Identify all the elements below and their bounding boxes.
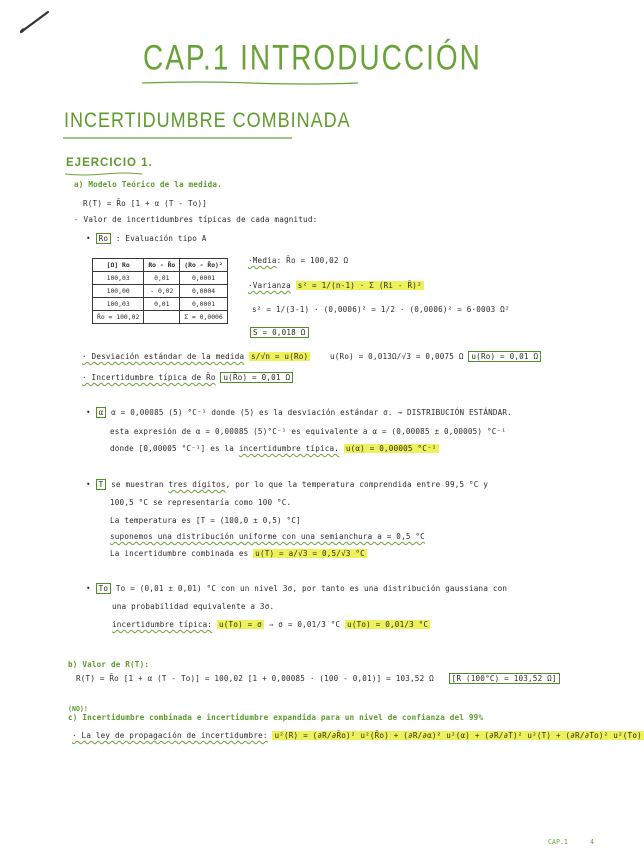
part-c-heading: c) Incertidumbre combinada e incertidumbre expandida para un nivel de confianza del 99%: [68, 713, 484, 722]
s-value: S = 0,018 Ω: [250, 327, 309, 338]
title-underline: [140, 80, 360, 86]
table-cell: 0,0001: [180, 298, 227, 311]
std-dev-formula: s/√n = u(Ro): [251, 352, 309, 361]
alpha-symbol: α: [96, 407, 107, 418]
model-formula: R(T) = R̄o [1 + α (T - To)]: [83, 199, 208, 208]
table-cell: 0,0004: [180, 285, 227, 298]
t-line1a: se muestran: [111, 480, 164, 489]
std-dev-label: · Desviación estándar de la medida: [82, 352, 245, 361]
intro-text: - Valor de incertidumbres típicas de cada magnitud:: [74, 215, 318, 224]
table-cell: - 0,02: [144, 285, 180, 298]
mean-value: : R̄o = 100,02 Ω: [276, 256, 349, 265]
alpha-line3c: u(α) = 0,00005 °C⁻¹: [345, 444, 437, 453]
chapter-footer: CAP.1: [548, 838, 568, 846]
alpha-line2: esta expresión de α = 0,00085 (5)°C⁻¹ es equivalente a α = (0,00085 ± 0,00005) °C⁻¹: [110, 427, 507, 436]
ro-symbol: Ro: [96, 233, 112, 244]
bullet: •: [86, 584, 91, 593]
typ-unc-value: u(R̄o) = 0,01 Ω: [220, 372, 293, 383]
pen-icon: [18, 8, 52, 36]
table-cell: 0,01: [144, 272, 180, 285]
t-symbol: T: [96, 479, 107, 490]
alpha-line3b: incertidumbre típica.: [238, 444, 340, 453]
t-line1b: tres dígitos: [168, 480, 226, 489]
law-label: · La ley de propagación de incertidumbre:: [72, 731, 268, 740]
table-cell: 100,03: [93, 272, 144, 285]
alpha-line3a: donde [0,00005 °C⁻¹] es la: [110, 444, 235, 453]
page-title: CAP.1 INTRODUCCIÓN: [143, 38, 482, 77]
alpha-line1: α = 0,00085 (5) °C⁻¹ donde (5) es la desviación estándar σ. → DISTRIBUCIÓN ESTÁNDAR.: [111, 408, 512, 417]
mean-label: ·Media: [248, 256, 277, 265]
table-cell: 100,00: [93, 285, 144, 298]
to-line3c: ⇒ σ = 0,01/3 °C: [268, 620, 341, 629]
std-dev-result: u(Ro) = 0,01 Ω: [468, 351, 541, 362]
table-cell: 100,03: [93, 298, 144, 311]
t-line2: 100,5 °C se representaría como 100 °C.: [110, 498, 292, 507]
to-symbol: To: [96, 583, 112, 594]
exercise-heading: EJERCICIO 1.: [66, 157, 153, 169]
std-dev-calc: u(Ro) = 0,013Ω/√3 = 0,0075 Ω: [330, 352, 464, 361]
bullet: •: [86, 408, 91, 417]
note-no: (NO)!: [68, 705, 88, 713]
subtitle-underline: [62, 136, 294, 141]
t-line1c: , por lo que la temperatura comprendida entre 99,5 °C y: [225, 480, 489, 489]
t-line4: suponemos una distribución uniforme con una semianchura a = 0,5 °C: [110, 532, 425, 541]
part-a-heading: a) Modelo Teórico de la medida.: [74, 180, 222, 189]
variance-formula: s² = 1/(n-1) · Σ (Ri - R̄)²: [297, 281, 422, 290]
ro-label: : Evaluación tipo A: [115, 234, 207, 243]
table-cell-empty: [144, 311, 180, 324]
to-line1: To = (0,01 ± 0,01) °C con un nivel 3σ, por tanto es una distribución gaussiana con: [115, 584, 508, 593]
part-b-calc: R(T) = R̄o [1 + α (T - To)] = 100,02 [1 + 0,00085 · (100 - 0,01)] = 103,52 Ω: [76, 674, 434, 683]
variance-label: ·Varianza: [248, 281, 291, 290]
table-header: [Ω] Ro: [93, 259, 144, 272]
to-line3a: incertidumbre típica:: [112, 620, 213, 629]
variance-calc: s² = 1/(3-1) · (0,0006)² = 1/2 · (0,0006)² = 6·0003 Ω²: [252, 305, 510, 314]
bullet: •: [86, 480, 91, 489]
t-line5b: u(T) = a/√3 = 0,5/√3 °C: [255, 549, 365, 558]
t-line5a: La incertidumbre combinada es: [110, 549, 249, 558]
to-line3d: u(To) = 0,01/3 °C: [347, 620, 429, 629]
part-b-result: [R (100°C) = 103,52 Ω]: [449, 673, 560, 684]
table-cell: 0,0001: [180, 272, 227, 285]
section-title: INCERTIDUMBRE COMBINADA: [64, 108, 351, 132]
t-line3: La temperatura es [T = (100,0 ± 0,5) °C]: [110, 516, 301, 525]
page-number: 4: [590, 838, 594, 846]
table-header: (Ro - R̄o)²: [180, 259, 227, 272]
typ-unc-label: · Incertidumbre típica de R̄o: [82, 373, 216, 382]
exercise-underline: [64, 172, 144, 177]
table-footer-right: Σ = 0,0006: [180, 311, 227, 324]
to-line3b: u(To) = σ: [219, 620, 262, 629]
to-line2: una probabilidad equivalente a 3σ.: [112, 602, 275, 611]
part-b-heading: b) Valor de R(T):: [68, 660, 150, 669]
table-footer-left: R̄o = 100,02: [93, 311, 144, 324]
law-formula: u²(R) = (∂R/∂R̄o)² u²(R̄o) + (∂R/∂α)² u²(α) + (∂R/∂T)² u²(T) + (∂R/∂To)² u²(To): [274, 731, 642, 740]
table-header: Ro - R̄o: [144, 259, 180, 272]
measurements-table: [92, 258, 228, 324]
table-cell: 0,01: [144, 298, 180, 311]
bullet: •: [86, 234, 91, 243]
